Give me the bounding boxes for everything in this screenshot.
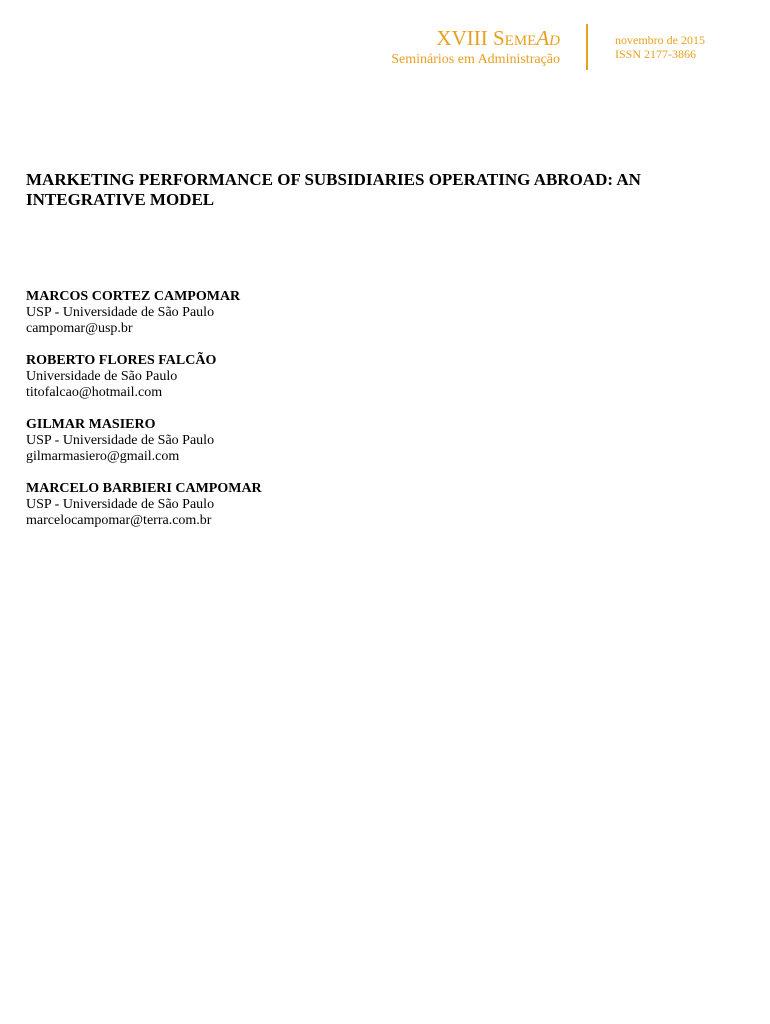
author-block — [26, 289, 526, 337]
conference-header — [391, 26, 560, 69]
author-email: gilmarmasiero@gmail.com — [26, 449, 180, 464]
conference-subtitle: Seminários em Administração — [391, 52, 560, 67]
author-email: marcelocampomar@terra.com.br — [26, 513, 212, 528]
author-affiliation: USP - Universidade de São Paulo — [26, 433, 215, 448]
author-affiliation: USP - Universidade de São Paulo — [26, 497, 215, 512]
conference-title — [391, 26, 560, 50]
publication-date: novembro de 2015 — [615, 33, 705, 47]
author-email: campomar@usp.br — [26, 321, 133, 336]
conference-name: Seme — [492, 26, 537, 50]
author-list — [26, 289, 526, 545]
author-email: titofalcao@hotmail.com — [26, 385, 163, 400]
conference-name-italic: Ad — [536, 26, 560, 50]
publication-info — [615, 33, 705, 61]
author-name: MARCOS CORTEZ CAMPOMAR — [26, 289, 241, 304]
author-block — [26, 481, 526, 529]
header-divider — [586, 24, 588, 70]
author-name: MARCELO BARBIERI CAMPOMAR — [26, 481, 262, 496]
author-affiliation: Universidade de São Paulo — [26, 369, 178, 384]
issn: ISSN 2177-3866 — [615, 47, 697, 61]
conference-edition: XVIII — [436, 26, 493, 50]
author-name: GILMAR MASIERO — [26, 417, 156, 432]
author-affiliation: USP - Universidade de São Paulo — [26, 305, 215, 320]
author-name: ROBERTO FLORES FALCÃO — [26, 353, 217, 368]
author-block — [26, 353, 526, 401]
paper-title: MARKETING PERFORMANCE OF SUBSIDIARIES OPERATING ABROAD: AN INTEGRATIVE MODEL — [26, 170, 641, 209]
author-block — [26, 417, 526, 465]
